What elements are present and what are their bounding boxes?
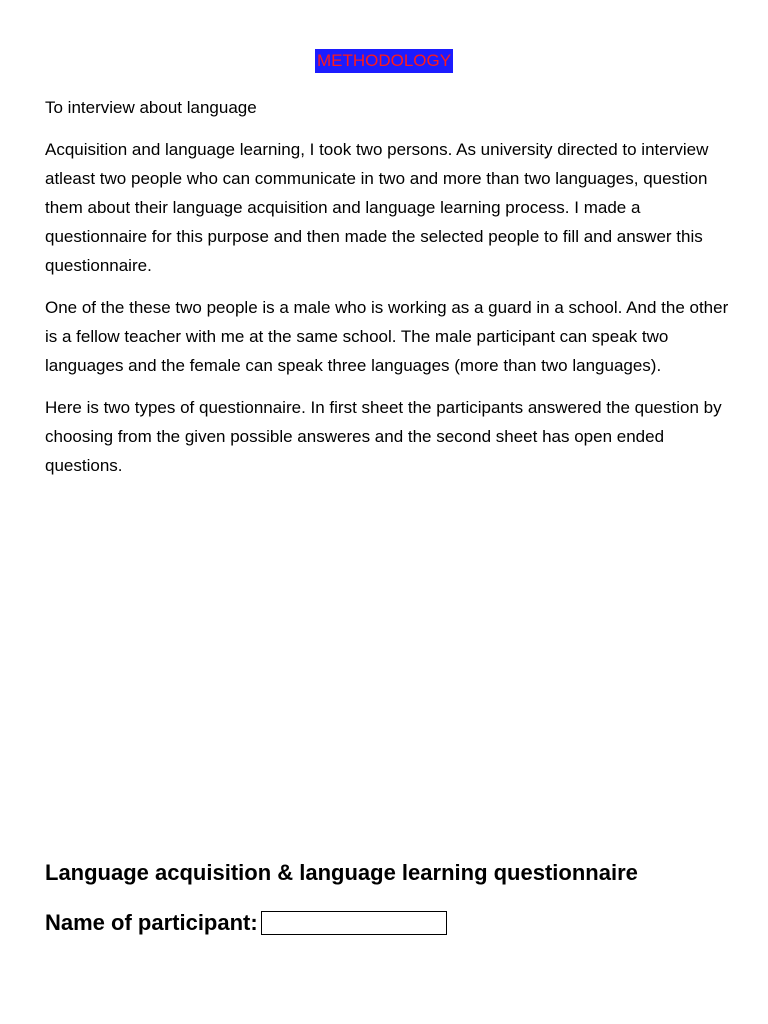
participant-name-row	[45, 907, 447, 939]
heading-container	[0, 49, 768, 73]
participant-name-label: Name of participant:	[45, 910, 258, 935]
questionnaire-title: Language acquisition & language learning questionnaire	[45, 860, 638, 885]
methodology-body	[45, 93, 735, 493]
participant-name-field[interactable]	[261, 911, 447, 935]
paragraph-acquisition: Acquisition and language learning, I took two persons. As university directed to interview atleast two people who can communicate in two and more than two languages, question them about their language acquisition and language learning process. I made a questionnaire for this purpose and then made the selected people to fill and answer this questionnaire.	[45, 140, 709, 275]
paragraph-questionnaire-types: Here is two types of questionnaire. In first sheet the participants answered the question by choosing from the given possible answeres and the second sheet has open ended questions.	[45, 398, 722, 475]
paragraph-participants: One of the these two people is a male who is working as a guard in a school. And the other is a fellow teacher with me at the same school. The male participant can speak two languages and the female can speak three languages (more than two languages).	[45, 298, 729, 375]
methodology-heading: METHODOLOGY	[315, 49, 453, 73]
paragraph-intro: To interview about language	[45, 98, 257, 117]
